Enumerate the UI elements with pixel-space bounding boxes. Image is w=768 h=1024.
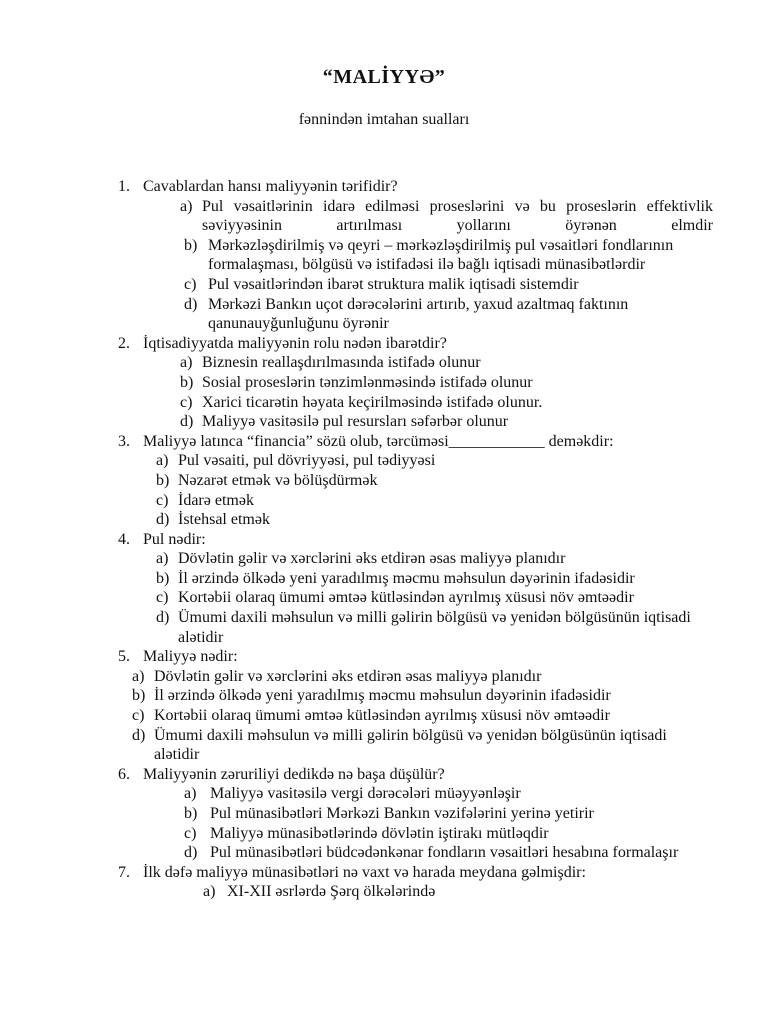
question-text: Maliyyə nədir: <box>143 648 238 666</box>
answer-option <box>184 784 684 804</box>
option-text: Dövlətin gəlir və xərclərini əks etdirən əsas maliyyə planıdır <box>178 550 566 568</box>
option-letter: b) <box>184 805 198 822</box>
question-number: 7. <box>118 863 130 881</box>
answer-option <box>184 236 684 275</box>
option-text: Pul münasibətləri Mərkəzi Bankın vəzifələrini yerinə yetirir <box>210 805 594 822</box>
option-text: Kortəbii olaraq ümumi əmtəə kütləsindən ayrılmış xüsusi növ əmtəədir <box>154 707 610 725</box>
option-letter: a) <box>132 667 145 685</box>
question-6 <box>118 765 768 785</box>
answer-option <box>132 706 692 726</box>
option-text: Ümumi daxili məhsulun və milli gəlirin bölgüsü və yenidən bölgüsünün iqtisadi alətidir <box>178 609 691 646</box>
option-letter: c) <box>184 824 197 842</box>
option-text: Pul vəsaiti, pul dövriyyəsi, pul tədiyyəsi <box>178 452 436 470</box>
answer-option <box>184 804 684 824</box>
question-text: Maliyyənin zəruriliyi dedikdə nə başa düşülür? <box>143 765 445 783</box>
question-number: 4. <box>118 530 130 548</box>
answer-option <box>184 295 684 334</box>
question-number: 1. <box>118 178 130 195</box>
option-letter: d) <box>180 413 194 431</box>
option-letter: b) <box>180 373 194 391</box>
question-2 <box>118 334 768 354</box>
option-text: İdarə etmək <box>178 491 254 509</box>
question-text: İlk dəfə maliyyə münasibətləri nə vaxt və harada meydana gəlmişdir: <box>143 863 586 881</box>
option-letter: d) <box>156 609 170 627</box>
option-letter: b) <box>184 236 198 254</box>
question-number: 2. <box>118 334 130 352</box>
answer-option <box>156 491 716 511</box>
answer-option <box>184 824 684 844</box>
question-text: Pul nədir: <box>143 530 206 548</box>
option-text: Sosial proseslərin tənzimlənməsində istifadə olunur <box>202 373 533 391</box>
option-letter: c) <box>184 275 197 293</box>
option-text: Dövlətin gəlir və xərclərini əks etdirən əsas maliyyə planıdır <box>154 667 542 685</box>
option-letter: d) <box>184 295 198 313</box>
option-letter: d) <box>156 511 170 529</box>
option-letter: b) <box>156 569 170 587</box>
option-letter: a) <box>156 550 169 568</box>
question-number: 6. <box>118 765 130 783</box>
answer-option <box>180 373 740 393</box>
option-letter: a) <box>180 354 193 372</box>
option-letter: c) <box>180 393 193 411</box>
option-letter: d) <box>132 726 146 744</box>
question-text: İqtisadiyyatda maliyyənin rolu nədən ibarətdir? <box>143 334 447 352</box>
option-letter: a) <box>156 452 169 470</box>
answer-option <box>180 353 740 373</box>
question-text: Cavablardan hansı maliyyənin tərifidir? <box>143 178 398 195</box>
option-text: Mərkəzləşdirilmiş və qeyri – mərkəzləşdirilmiş pul vəsaitləri fondlarının formalaşması, bölgüsü və istifadəsi ilə bağlı iqtisadi münasibətlərdir <box>208 236 674 274</box>
document-title: “MALİYYƏ” <box>322 66 446 88</box>
answer-option <box>156 510 716 530</box>
question-text: Maliyyə latınca “financia” sözü olub, tərcüməsi____________ deməkdir: <box>143 432 614 450</box>
option-text: Xarici ticarətin həyata keçirilməsində istifadə olunur. <box>202 393 543 411</box>
option-letter: a) <box>184 785 197 803</box>
option-text: İl ərzində ölkədə yeni yaradılmış məcmu məhsulun dəyərinin ifadəsidir <box>178 569 635 587</box>
answer-option <box>184 843 684 863</box>
answer-option <box>180 197 713 236</box>
option-text: Pul vəsaitlərindən ibarət struktura malik iqtisadi sistemdir <box>208 275 579 293</box>
question-1 <box>118 177 768 197</box>
answer-option <box>156 569 716 589</box>
option-text: Pul vəsaitlərinin idarə edilməsi proseslərini və bu proseslərin effektivlik səviyyəsinin artırılması yollarını öyrənən elmdir <box>202 197 713 235</box>
option-text: XI-XII əsrlərdə Şərq ölkələrində <box>227 883 436 901</box>
question-list <box>0 177 768 902</box>
answer-option <box>180 393 740 413</box>
option-text: Nəzarət etmək və bölüşdürmək <box>178 471 378 489</box>
option-letter: c) <box>132 707 145 725</box>
question-5 <box>118 647 768 667</box>
question-7 <box>118 863 768 883</box>
question-number: 3. <box>118 432 130 450</box>
option-text: İl ərzində ölkədə yeni yaradılmış məcmu məhsulun dəyərinin ifadəsidir <box>154 687 611 705</box>
option-text: Maliyyə münasibətlərində dövlətin iştirakı mütləqdir <box>210 824 549 842</box>
answer-option <box>156 451 716 471</box>
option-text: Pul münasibətləri büdcədənkənar fondların vəsaitləri hesabına formalaşır <box>210 844 679 862</box>
answer-option <box>156 588 716 608</box>
answer-option <box>203 882 703 902</box>
option-letter: d) <box>184 844 198 862</box>
option-text: Maliyyə vasitəsilə vergi dərəcələri müəyyənləşir <box>210 785 521 803</box>
option-letter: c) <box>156 589 169 607</box>
answer-option <box>180 412 740 432</box>
answer-option <box>132 667 692 687</box>
question-4 <box>118 530 768 550</box>
document-subtitle: fənnindən imtahan sualları <box>298 111 470 128</box>
option-text: Ümumi daxili məhsulun və milli gəlirin bölgüsü və yenidən bölgüsünün iqtisadi alətidir <box>154 726 667 764</box>
option-text: Maliyyə vasitəsilə pul resursları səfərbər olunur <box>202 413 509 431</box>
option-text: İstehsal etmək <box>178 511 270 529</box>
option-letter: c) <box>156 491 169 509</box>
option-letter: a) <box>180 197 193 215</box>
option-letter: b) <box>156 471 170 489</box>
question-number: 5. <box>118 648 130 666</box>
answer-option <box>156 608 716 647</box>
option-text: Biznesin reallaşdırılmasında istifadə olunur <box>202 354 481 372</box>
answer-option <box>156 471 716 491</box>
option-letter: b) <box>132 687 146 705</box>
option-letter: a) <box>203 883 216 901</box>
answer-option <box>184 275 684 295</box>
answer-option <box>156 549 716 569</box>
answer-option <box>132 726 692 765</box>
question-3 <box>118 432 768 452</box>
option-text: Mərkəzi Bankın uçot dərəcələrini artırıb, yaxud azaltmaq faktının qanunauyğunluğunu öyrənir <box>208 295 629 333</box>
answer-option <box>132 686 692 706</box>
option-text: Kortəbii olaraq ümumi əmtəə kütləsindən ayrılmış xüsusi növ əmtəədir <box>178 589 634 607</box>
